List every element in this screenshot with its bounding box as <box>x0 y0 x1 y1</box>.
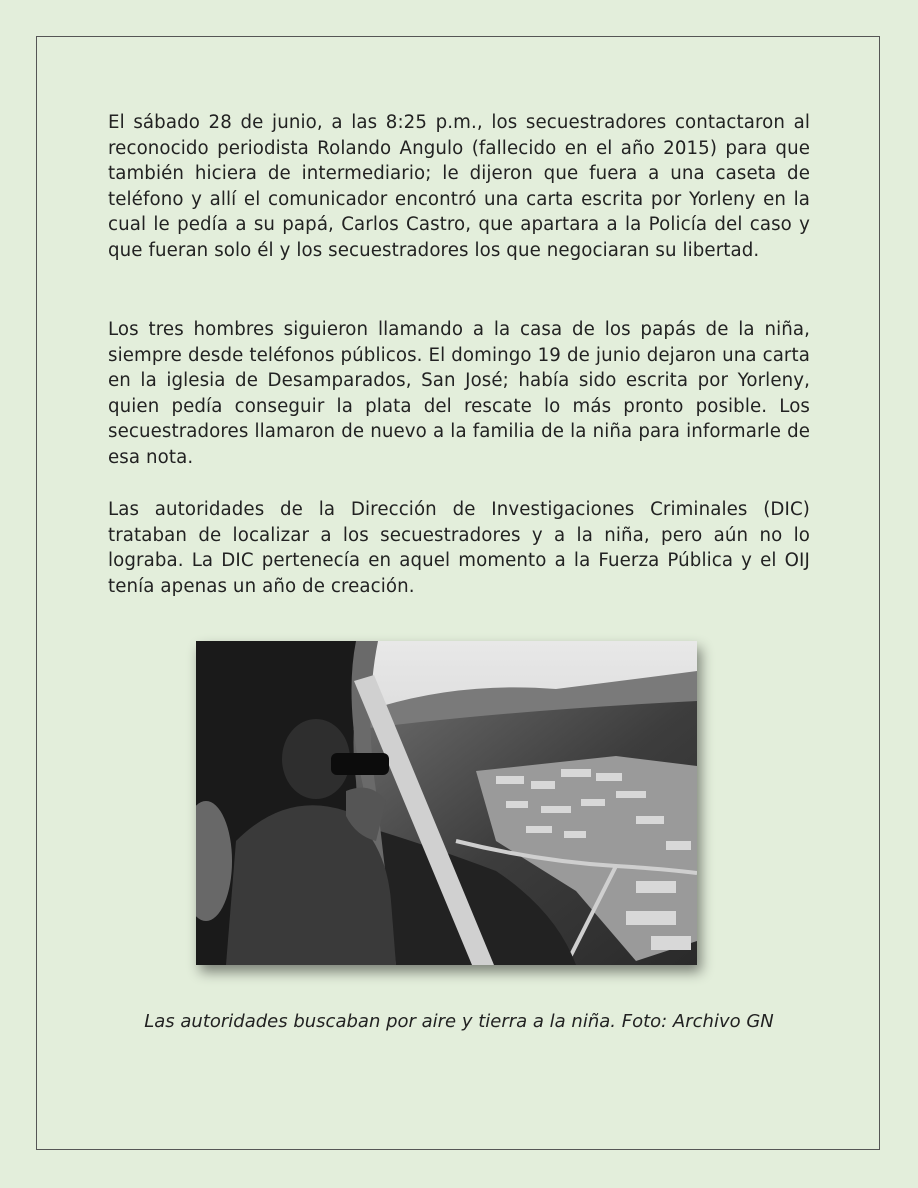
article-paragraph-2: Los tres hombres siguieron llamando a la casa de los papás de la niña, siempre desde teléfonos públicos. El domingo 19 de junio dejaron una carta en la iglesia de Desamparados, San José; había sido escrita por Yorleny, quien pedía conseguir la plata del rescate lo más pronto posible. Los secuestradores llamaron de nuevo a la familia de la niña para informarle de esa nota. <box>108 319 810 468</box>
article-paragraph-1: El sábado 28 de junio, a las 8:25 p.m., los secuestradores contactaron al reconocido periodista Rolando Angulo (fallecido en el año 2015) para que también hiciera de intermediario; le dijeron que fuera a una caseta de teléfono y allí el comunicador encontró una carta escrita por Yorleny en la cual le pedía a su papá, Carlos Castro, que apartara a la Policía del caso y que fueran solo él y los secuestradores los que negociaran su libertad. <box>108 112 810 261</box>
photo-caption: Las autoridades buscaban por aire y tierra a la niña. Foto: Archivo GN <box>144 1011 774 1032</box>
aerial-photo <box>196 641 697 965</box>
article-paragraph-3: Las autoridades de la Dirección de Investigaciones Criminales (DIC) trataban de localizar a los secuestradores y a la niña, pero aún no lo lograba. La DIC pertenecía en aquel momento a la Fuerza Pública y el OIJ tenía apenas un año de creación. <box>108 499 810 597</box>
